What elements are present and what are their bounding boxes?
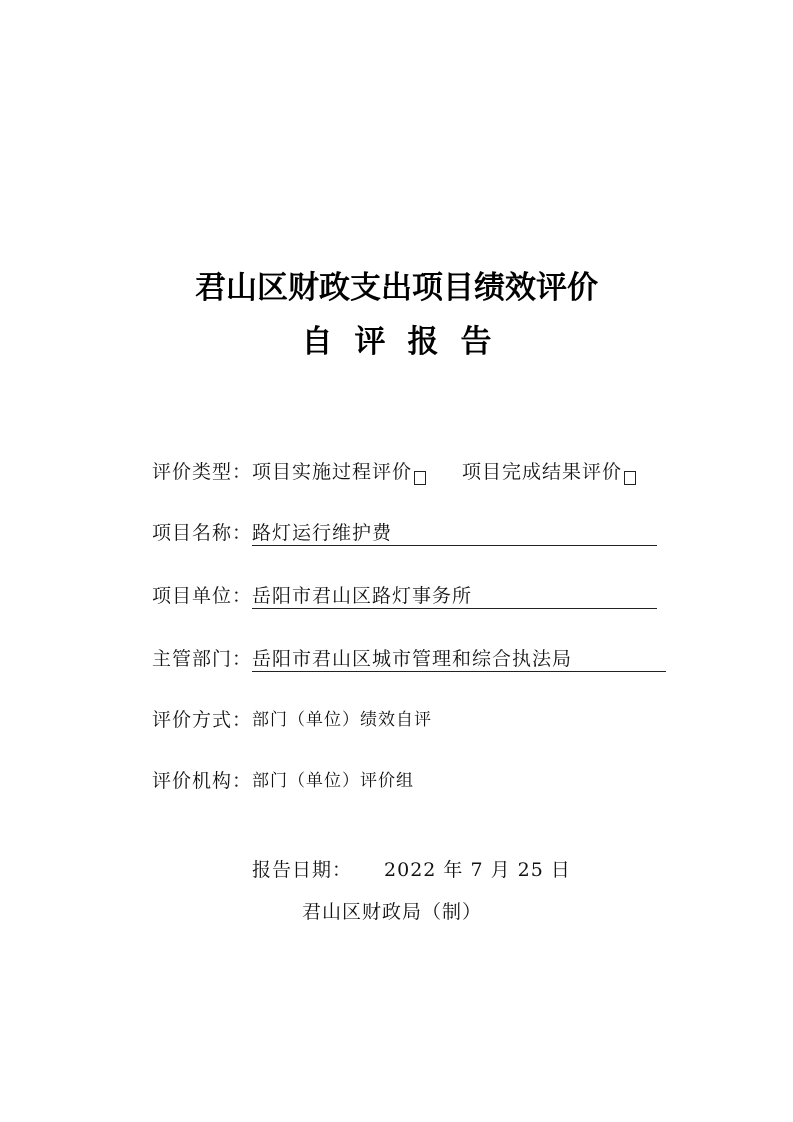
- evaluation-org-value: 部门（单位）评价组: [252, 771, 415, 791]
- report-date-value: 2022 年 7 月 25 日: [384, 859, 571, 881]
- project-unit-value: 岳阳市君山区路灯事务所: [252, 584, 657, 609]
- project-name-value: 路灯运行维护费: [252, 521, 657, 546]
- supervising-dept-row: [152, 646, 666, 672]
- evaluation-org-row: [152, 768, 414, 794]
- evaluation-method-value: 部门（单位）绩效自评: [252, 710, 433, 730]
- result-evaluation-option: 项目完成结果评价: [462, 461, 623, 483]
- evaluation-type-label: 评价类型：: [152, 461, 253, 483]
- project-unit-row: [152, 583, 657, 609]
- evaluation-method-label: 评价方式：: [152, 709, 253, 731]
- evaluation-type-row: [152, 459, 636, 485]
- report-title-line1: 君山区财政支出项目绩效评价: [195, 270, 598, 306]
- supervising-dept-value: 岳阳市君山区城市管理和综合执法局: [252, 647, 666, 672]
- evaluation-org-label: 评价机构：: [152, 770, 253, 792]
- project-unit-label: 项目单位：: [152, 585, 253, 607]
- report-title-line2: 自评报告: [301, 324, 514, 360]
- project-name-label: 项目名称：: [152, 522, 253, 544]
- process-evaluation-option: 项目实施过程评价: [252, 461, 413, 483]
- result-evaluation-checkbox[interactable]: [624, 471, 636, 485]
- issuer-line: 君山区财政局（制）: [302, 901, 483, 923]
- evaluation-method-row: [152, 707, 432, 733]
- report-date-line: [252, 855, 571, 882]
- supervising-dept-label: 主管部门：: [152, 648, 253, 670]
- report-date-label: 报告日期：: [252, 859, 353, 881]
- project-name-row: [152, 520, 657, 546]
- process-evaluation-checkbox[interactable]: [414, 471, 426, 485]
